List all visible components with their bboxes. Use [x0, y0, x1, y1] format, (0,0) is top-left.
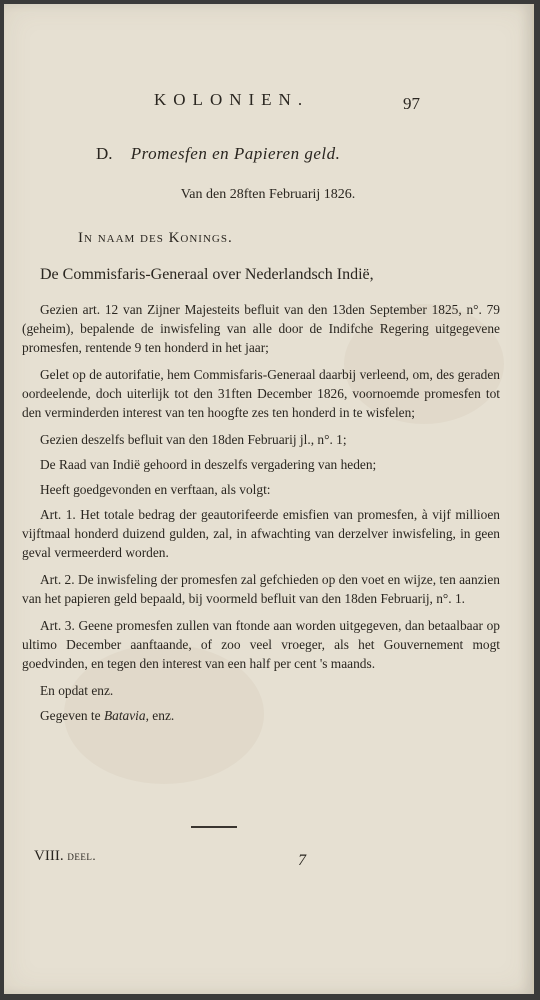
signature-mark: 7 [298, 852, 306, 869]
running-title: KOLONIEN. [154, 90, 310, 109]
section-title: Promesfen en Papieren geld. [130, 144, 341, 163]
page-number: 97 [403, 94, 420, 113]
issuing-authority: De Commisfaris-Generaal over Nederlandsch Indië, [40, 266, 374, 283]
decree-date: Van den 28ften Februarij 1826. [180, 187, 356, 202]
volume-label [34, 848, 96, 865]
decree-body [22, 300, 500, 731]
closing-suffix: , enz. [145, 708, 175, 723]
article-3: Art. 3. Geene promesfen zullen van ftonde aan worden uitgegeven, dan betaalbaar op ultimo December aanftaande, of zoo veel vroeger, als het Gouvernement mogt goedvinden, en tegen den interest van een half per cent 's maands. [22, 618, 500, 671]
section-heading [96, 144, 340, 164]
closing-line-2 [22, 706, 500, 725]
separator-rule [191, 826, 237, 828]
article-2: Art. 2. De inwisfeling der promesfen zal gefchieden op den voet en wijze, ten aanzien van het papieren geld bepaald, bij voormeld befluit van den 18den Februarij, n°. 1. [22, 572, 500, 606]
page-footer [4, 848, 532, 872]
paragraph-council: De Raad van Indië gehoord in deszelfs vergadering van heden; [40, 457, 377, 472]
paragraph-considering-1: Gezien art. 12 van Zijner Majesteits befluit van den 13den September 1825, n°. 79 (geheim), bepalende de inwisfeling van alle door de Indifche Regering uitgegevene promesfen, rentende 9 ten honderd in het jaar; [22, 302, 500, 355]
book-page [4, 4, 534, 994]
paragraph-considering-3: Gezien deszelfs befluit van den 18den Februarij jl., n°. 1; [40, 432, 347, 447]
closing-line-1: En opdat enz. [40, 683, 114, 698]
closing-place: Batavia [103, 708, 146, 723]
invocation: In naam des Konings. [78, 230, 233, 246]
paragraph-resolution: Heeft goedgevonden en verftaan, als volgt: [40, 482, 271, 497]
paragraph-considering-2: Gelet op de autorifatie, hem Commisfaris-Generaal daarbij verleend, om, des geraden oordeelende, doch uiterlijk tot den 31ften December 1826, voornoemde promesfen tot den verminderden interest van ten hoogfte zes ten honderd in te wisfelen; [22, 367, 500, 420]
page-header [4, 90, 532, 114]
volume-number: VIII. [34, 848, 68, 864]
volume-word: deel. [67, 848, 97, 863]
closing-prefix: Gegeven te [40, 708, 104, 723]
section-letter: D. [96, 144, 113, 163]
article-1: Art. 1. Het totale bedrag der geautorifeerde emisfien van promesfen, à vijf millioen vijftmaal honderd duizend gulden, zal, in afwachting van derzelver inwisfeling, in geen geval vermeerderd worden. [22, 507, 500, 560]
